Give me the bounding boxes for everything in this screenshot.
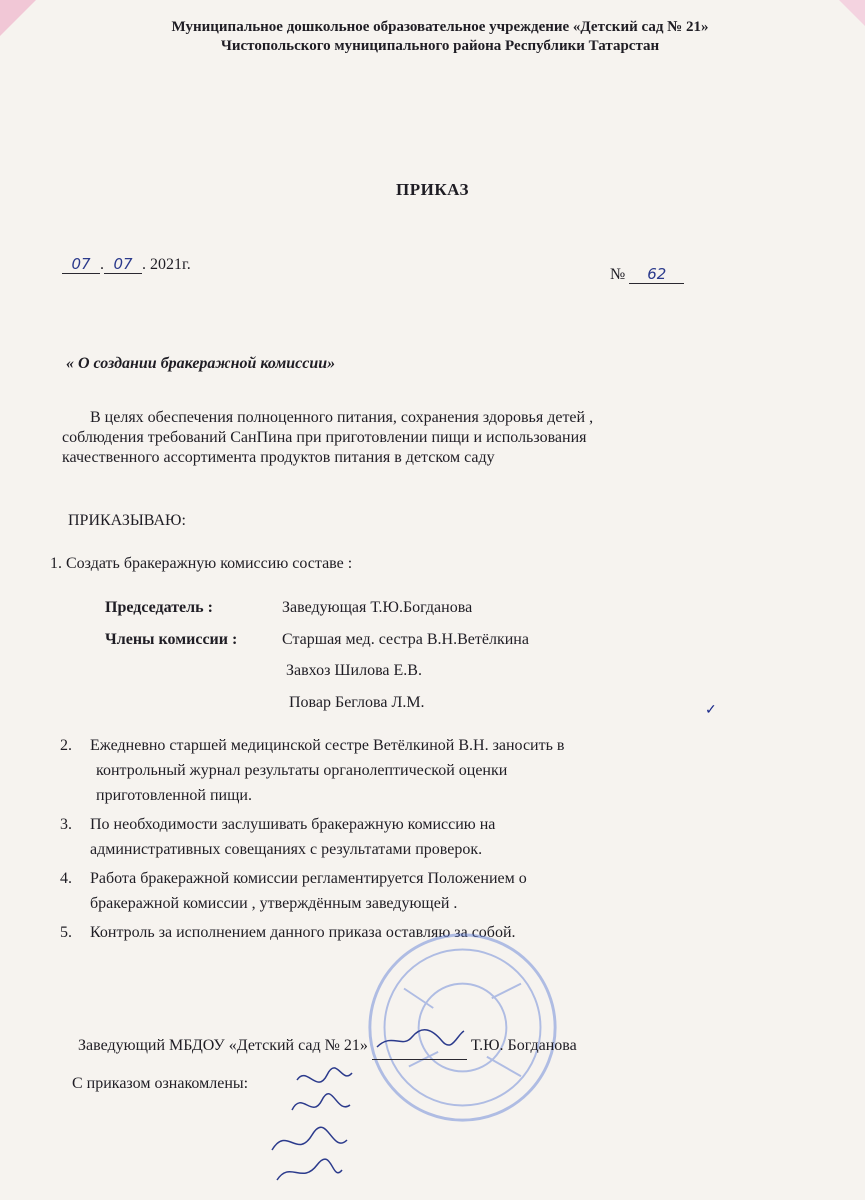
date-separator: . — [100, 256, 104, 273]
commission-roles — [105, 592, 529, 656]
intro-paragraph — [62, 408, 762, 468]
list-item-number: 3. — [60, 816, 72, 833]
list-item-line: Работа бракеражной комиссии регламентируется Положением о — [90, 870, 527, 887]
member-3: Повар Беглова Л.М. — [289, 694, 425, 711]
intro-line-2: соблюдения требований СанПина при приготовлении пищи и использования — [62, 429, 587, 446]
corner-mark-right — [839, 0, 865, 26]
order-items-list — [60, 733, 740, 945]
order-word: ПРИКАЗЫВАЮ: — [68, 512, 186, 529]
list-item-1: 1. Создать бракеражную комиссию составе : — [50, 555, 353, 572]
ink-mark: ✓ — [705, 703, 717, 718]
list-item-line: бракеражной комиссии , утверждённым заведующей . — [90, 895, 458, 912]
list-item-number: 2. — [60, 737, 72, 754]
order-date — [62, 255, 191, 274]
member-2: Завхоз Шилова Е.В. — [286, 662, 422, 679]
list-item — [60, 733, 740, 808]
list-item-text — [90, 866, 527, 916]
acknowledged-label: С приказом ознакомлены: — [72, 1075, 249, 1092]
list-item-line: контрольный журнал результаты органолептической оценки — [96, 762, 508, 779]
members-label: Члены комиссии : — [105, 631, 238, 648]
intro-line-3: качественного ассортимента продуктов питания в детском саду — [62, 449, 495, 466]
list-item — [60, 812, 740, 862]
signer-position: Заведующий МБДОУ «Детский сад № 21» — [78, 1037, 368, 1055]
number-label: № — [610, 266, 626, 283]
header-line-1: Муниципальное дошкольное образовательное учреждение «Детский сад № 21» — [171, 19, 709, 35]
signature-scribble — [372, 1033, 467, 1060]
chair-value: Заведующая Т.Ю.Богданова — [282, 599, 473, 616]
members-row — [105, 624, 529, 656]
corner-mark — [0, 0, 36, 36]
list-item-line: Контроль за исполнением данного приказа оставляю за собой. — [90, 924, 516, 941]
date-year: . 2021г. — [142, 256, 191, 273]
list-item-text — [90, 733, 564, 808]
date-day: 07 — [62, 255, 100, 274]
order-number — [610, 265, 684, 284]
document-title: ПРИКАЗ — [396, 180, 469, 199]
number-value: 62 — [629, 265, 684, 284]
acknowledgement-signatures — [262, 1065, 372, 1190]
signature-line — [78, 1033, 577, 1060]
date-month: 07 — [104, 255, 142, 274]
list-item-line: По необходимости заслушивать бракеражную комиссию на — [90, 816, 496, 833]
chair-row — [105, 592, 529, 624]
organization-header — [60, 18, 820, 56]
list-item-number: 5. — [60, 924, 72, 941]
list-item-number: 4. — [60, 870, 72, 887]
signer-name: Т.Ю. Богданова — [470, 1037, 577, 1055]
intro-line-1: В целях обеспечения полноценного питания, сохранения здоровья детей , — [90, 409, 594, 426]
list-item-line: Ежедневно старшей медицинской сестре Ветёлкиной В.Н. заносить в — [90, 737, 565, 754]
member-1: Старшая мед. сестра В.Н.Ветёлкина — [282, 631, 529, 648]
list-item-line: административных совещаниях с результатами проверок. — [90, 841, 483, 858]
list-item-text — [90, 812, 495, 862]
members-extra — [286, 655, 425, 719]
list-item — [60, 866, 740, 916]
list-item-line: приготовленной пищи. — [96, 787, 252, 804]
chair-label: Председатель : — [105, 599, 213, 616]
header-line-2: Чистопольского муниципального района Республики Татарстан — [220, 38, 660, 54]
order-subject: « О создании бракеражной комиссии» — [66, 355, 336, 372]
